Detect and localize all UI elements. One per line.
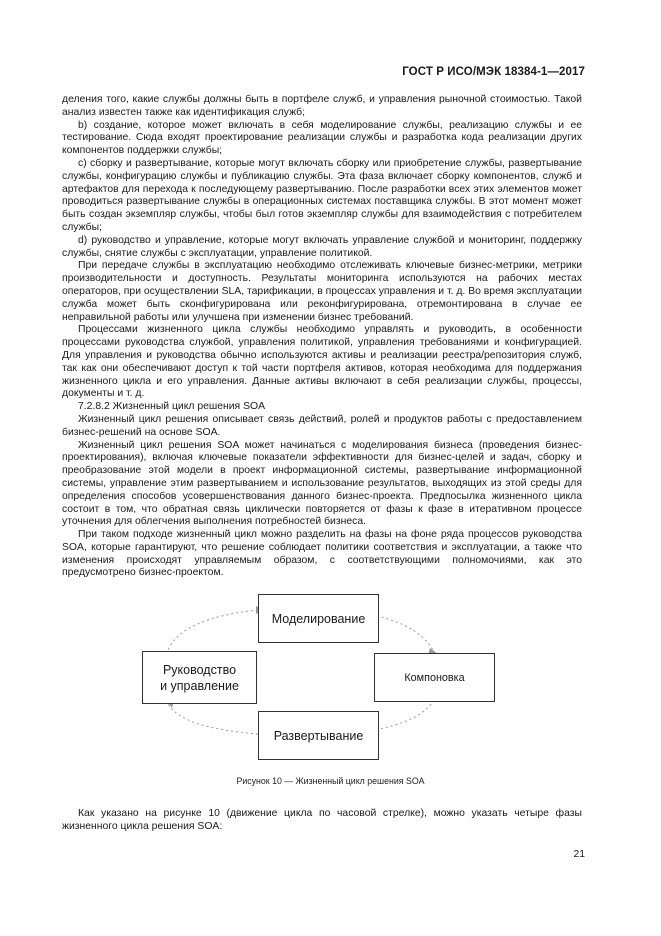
figure-caption: Рисунок 10 — Жизненный цикл решения SOA	[236, 776, 425, 786]
standard-header: ГОСТ Р ИСО/МЭК 18384-1—2017	[402, 66, 585, 78]
box-assembly-label: Компоновка	[404, 671, 465, 684]
section-heading: 7.2.8.2 Жизненный цикл решения SOA	[78, 401, 266, 413]
after-figure-text	[62, 808, 582, 834]
list-item-c: c) сборку и развертывание, которые могут включать сборку или приобретение службы, развертывание службы, конфигурацию службы и публикацию службы. Эта фаза включает сборку компонентов, служб и артефактов для перехода к последующему развертыванию. После разработки всех этих элементов может проводиться развертывание службы в операционных системах поставщика службы. В этот момент может быть создан экземпляр службы, чтобы был готов экземпляр службы для взаимодействия с потребителем службы;	[62, 157, 582, 233]
paragraph-governance: Процессами жизненного цикла службы необходимо управлять и руководить, в особенности процессами руководства службой, управления политикой, управления требованиями и конфигурацией. Для управления и руководства обычно используются активы и реализации реестра/репозитория служб, так как они обеспечивают доступ к той части портфеля активов, которая необходима для поддержания жизненного цикла и его управления. Данные активы включают в себя реализации службы, процессы, документы и т. д.	[62, 324, 582, 400]
box-deployment-label: Развертывание	[273, 728, 364, 743]
body-text	[62, 94, 582, 580]
paragraph-phases: При таком подходе жизненный цикл можно разделить на фазы на фоне ряда процессов руководства SOA, которые гарантируют, что решение соблюдает политики соответствия и эксплуатации, а также что изменения происходят управляемым образом, с соответствующими полномочиями, как это предусмотрено бизнес-проектом.	[62, 529, 582, 579]
arc-governance-to-modeling	[168, 610, 258, 650]
box-governance-label-line1: Руководство	[162, 662, 237, 677]
paragraph-solution-lifecycle: Жизненный цикл решения описывает связь действий, ролей и продуктов работы с предоставлением бизнес-решений на основе SOA.	[62, 413, 582, 438]
box-assembly	[374, 653, 495, 702]
paragraph-continuation: деления того, какие службы должны быть в портфеле служб, и управления рыночной стоимостью. Такой анализ известен также как идентификация служб;	[62, 94, 582, 118]
box-governance	[142, 651, 257, 704]
box-governance-label-line2: и управление	[160, 678, 239, 693]
list-item-d: d) руководство и управление, которые могут включать управление службой и мониторинг, поддержку службы, снятие службы с эксплуатации, управление политикой.	[62, 234, 582, 259]
page-number: 21	[573, 849, 585, 860]
paragraph-four-phases: Как указано на рисунке 10 (движение цикла по часовой стрелке), можно указать четыре фазы жизненного цикла решения SOA:	[62, 808, 582, 832]
box-modeling	[258, 594, 379, 643]
paragraph-modeling: Жизненный цикл решения SOA может начинаться с моделирования бизнеса (проведения бизнес-проектирования), включая ключевые показатели эффективности для бизнес-целей и задач, сборку и преобразование этой модели в проект информационной системы, развертывание информационной системы, управление этим развертыванием и использование результатов, выходящих из этой среды для определения способов усовершенствования данного бизнес-проекта. Предпосылка жизненного цикла состоит в том, что обратная связь циклически повторяется от фазы к фазе в итеративном процессе уточнения для облегчения выполнения потребностей бизнеса.	[62, 439, 582, 528]
box-deployment	[258, 711, 379, 760]
paragraph-operation: При передаче службы в эксплуатацию необходимо отслеживать ключевые бизнес-метрики, метрики производительности и доступность. Результаты мониторинга используются на рабочих местах операторов, при осуществлении SLA, тарификации, в процессах управления и т. д. Во время эксплуатации служба может быть сконфигурирована или реконфигурирована, отремонтирована в случае ее неправильной работы или улучшена при изменении бизнес требований.	[62, 260, 582, 323]
lifecycle-diagram	[62, 588, 582, 760]
box-modeling-label: Моделирование	[271, 611, 366, 626]
list-item-b: b) создание, которое может включать в себя моделирование службы, реализацию службы и ее тестирование. Сюда входят проектирование реализации службы и разработка кода реализации других компонентов поддержки службы;	[62, 119, 582, 157]
arc-deployment-to-governance	[168, 704, 258, 734]
